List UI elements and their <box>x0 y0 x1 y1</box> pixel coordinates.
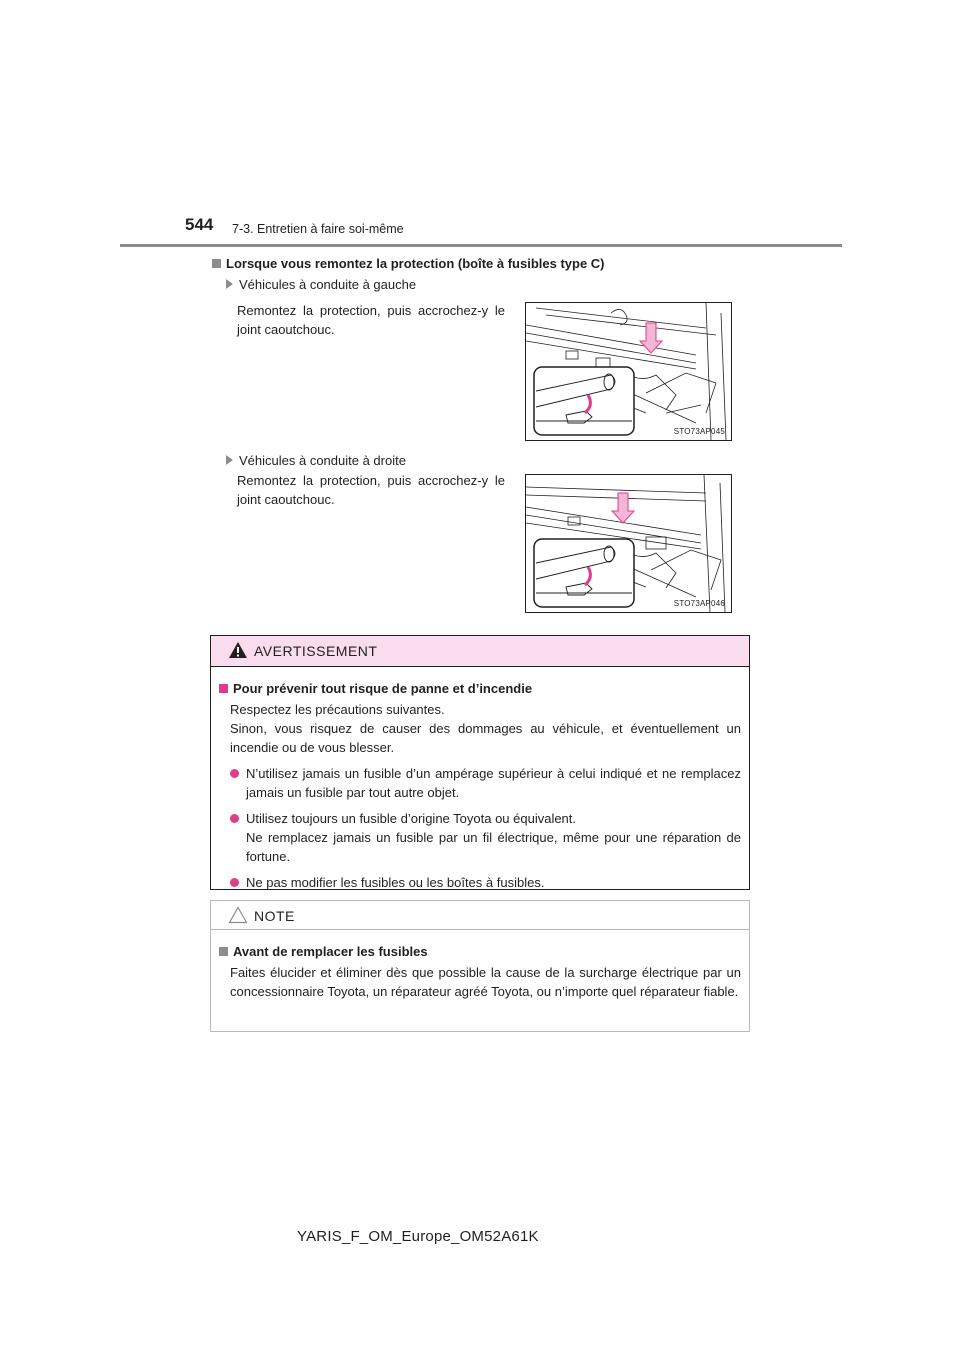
section-title: 7-3. Entretien à faire soi-même <box>232 222 404 236</box>
header-rule <box>120 244 842 247</box>
left-drive-text: Remontez la protection, puis accrochez-y le joint caoutchouc. <box>237 303 505 337</box>
figure-right-drive <box>525 474 732 613</box>
warning-bullet-text: Utilisez toujours un fusible d’origine Toyota ou équivalent. Ne remplacez jamais un fusible par un fil électrique, même pour une réparation de fortune. <box>246 811 741 864</box>
engine-bay-illustration <box>526 303 731 440</box>
note-triangle-icon <box>228 906 248 924</box>
note-text: Faites élucider et éliminer dès que possible la cause de la surcharge électrique par un concessionnaire Toyota, un réparateur agréé Toyota, ou n’importe quel réparateur fiable. <box>230 965 741 999</box>
right-drive-title-text: Véhicules à conduite à droite <box>239 453 406 468</box>
figure-code: STO73AP046 <box>673 599 725 608</box>
warning-bullet-text: Ne pas modifier les fusibles ou les boîtes à fusibles. <box>246 875 545 890</box>
square-bullet-icon <box>212 259 221 268</box>
procedure-heading-text: Lorsque vous remontez la protection (boîte à fusibles type C) <box>226 256 605 271</box>
right-drive-title <box>226 453 406 468</box>
bullet-dot-icon <box>230 814 239 823</box>
warning-label: AVERTISSEMENT <box>254 643 378 659</box>
warning-bullet <box>219 809 741 866</box>
warning-heading-text: Pour prévenir tout risque de panne et d’incendie <box>233 681 533 696</box>
note-label: NOTE <box>254 908 295 924</box>
warning-triangle-icon <box>228 641 248 659</box>
warning-bullet <box>219 873 741 892</box>
warning-bullet <box>219 764 741 802</box>
warning-box <box>210 635 750 890</box>
right-drive-text: Remontez la protection, puis accrochez-y le joint caoutchouc. <box>237 473 505 507</box>
engine-bay-illustration <box>526 475 731 612</box>
left-drive-title-text: Véhicules à conduite à gauche <box>239 277 417 292</box>
arrow-right-icon <box>226 279 233 289</box>
note-box <box>210 900 750 1032</box>
square-bullet-icon <box>219 947 228 956</box>
square-bullet-icon <box>219 684 228 693</box>
bullet-dot-icon <box>230 878 239 887</box>
warning-heading <box>219 679 741 698</box>
procedure-heading <box>212 256 605 271</box>
left-drive-title <box>226 277 416 292</box>
note-header <box>211 901 749 930</box>
down-arrow-icon <box>612 493 634 523</box>
note-heading <box>219 942 741 961</box>
note-heading-text: Avant de remplacer les fusibles <box>233 944 428 959</box>
warning-header <box>211 636 749 667</box>
arrow-right-icon <box>226 455 233 465</box>
footer-doc-id: YARIS_F_OM_Europe_OM52A61K <box>297 1228 539 1245</box>
warning-intro: Respectez les précautions suivantes. Sinon, vous risquez de causer des dommages au véhicule, et éventuellement un incendie ou de vous blesser. <box>230 702 741 755</box>
figure-left-drive <box>525 302 732 441</box>
bullet-dot-icon <box>230 769 239 778</box>
figure-code: STO73AP045 <box>673 427 725 436</box>
page-number: 544 <box>185 215 214 234</box>
warning-bullet-text: N’utilisez jamais un fusible d’un ampérage supérieur à celui indiqué et ne remplacez jamais un fusible par tout autre objet. <box>246 766 741 800</box>
